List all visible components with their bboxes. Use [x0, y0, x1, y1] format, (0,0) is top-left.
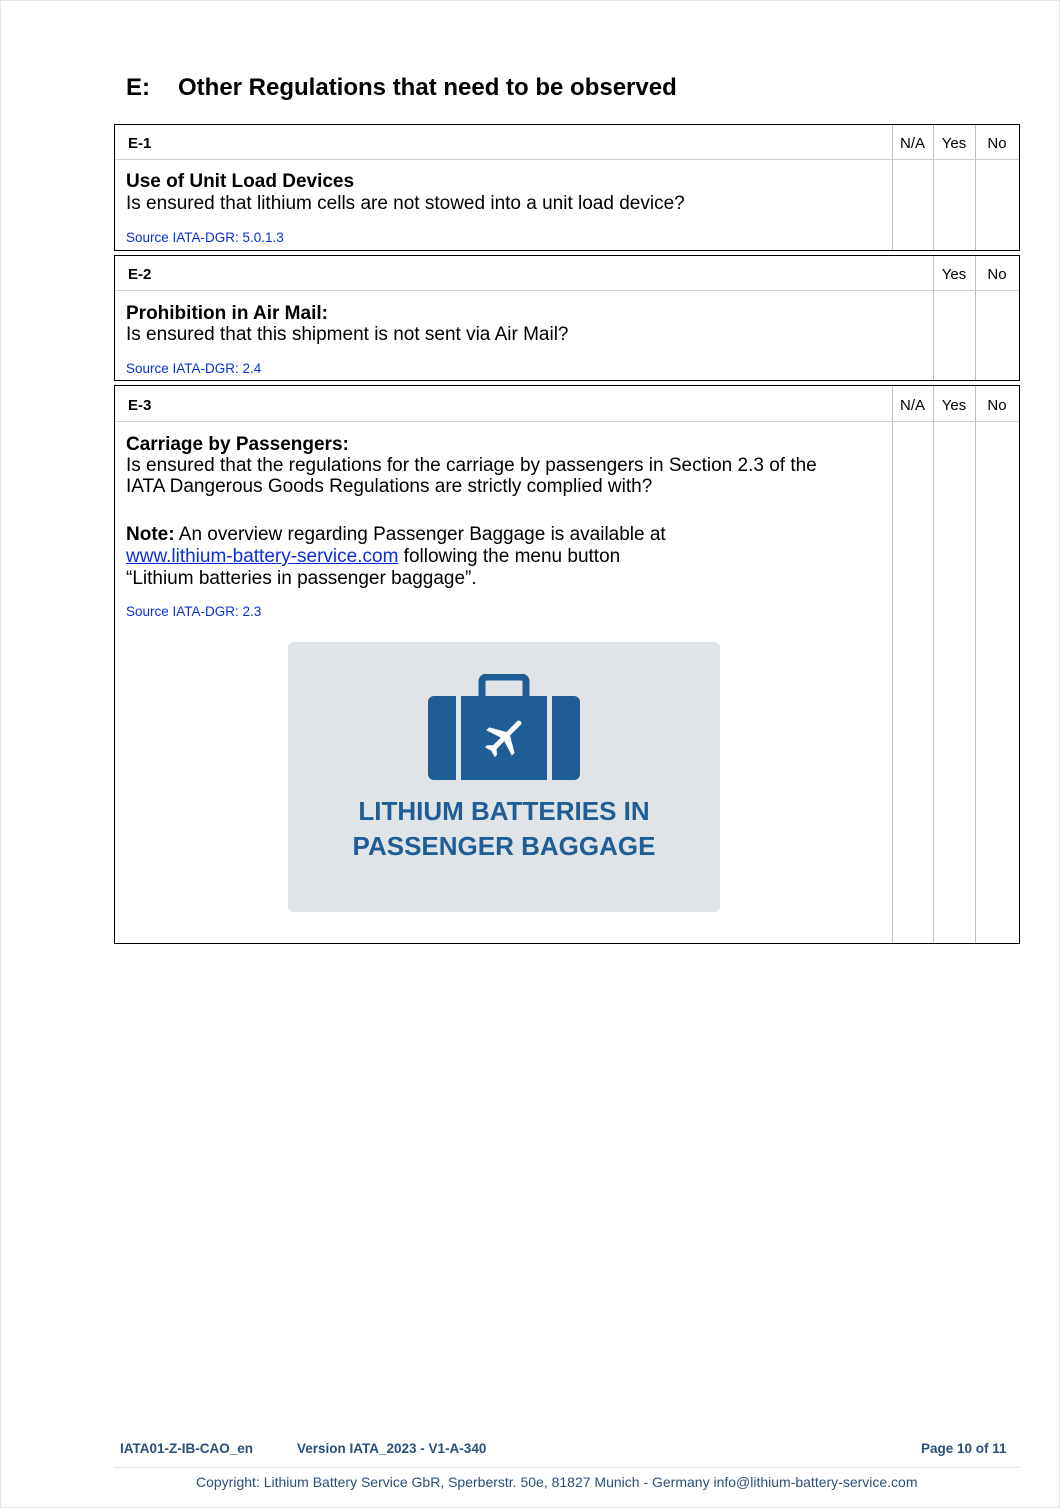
note-line-3: “Lithium batteries in passenger baggage”.: [126, 568, 477, 589]
question-e3: [114, 385, 1020, 944]
website-link[interactable]: www.lithium-battery-service.com: [126, 546, 399, 567]
row-divider: [115, 159, 1019, 160]
note-text: following the menu button: [398, 546, 621, 567]
note-text: An overview regarding Passenger Baggage is available at: [174, 524, 666, 545]
question-text: Is ensured that this shipment is not sent via Air Mail?: [126, 324, 569, 345]
section-title-text: Other Regulations that need to be observed: [178, 74, 677, 101]
copyright-notice: Copyright: Lithium Battery Service GbR, Sperberstr. 50e, 81827 Munich - Germany info@lithium-battery-service.com: [196, 1474, 918, 1490]
passenger-baggage-banner[interactable]: [288, 642, 720, 912]
row-divider: [115, 290, 1019, 291]
question-e2: [114, 255, 1020, 381]
column-yes[interactable]: Yes: [941, 135, 967, 152]
column-no[interactable]: No: [987, 266, 1007, 283]
note-label: Note:: [126, 524, 175, 545]
question-id: E-3: [128, 397, 152, 414]
question-title: Use of Unit Load Devices: [126, 171, 355, 192]
question-text-line-2: IATA Dangerous Goods Regulations are strictly complied with?: [126, 476, 653, 497]
question-id: E-1: [128, 135, 152, 152]
section-letter: E:: [126, 74, 150, 101]
column-yes[interactable]: Yes: [941, 266, 967, 283]
banner-title-line-1: LITHIUM BATTERIES IN: [358, 796, 650, 826]
column-no[interactable]: No: [987, 135, 1007, 152]
section-title: [126, 74, 677, 102]
column-divider: [975, 386, 976, 943]
source-reference: Source IATA-DGR: 5.0.1.3: [126, 230, 284, 245]
column-yes[interactable]: Yes: [941, 397, 967, 414]
banner-title-line-2: PASSENGER BAGGAGE: [352, 831, 656, 861]
question-title: Prohibition in Air Mail:: [126, 303, 328, 324]
question-title: Carriage by Passengers:: [126, 434, 349, 455]
note-line-2: [126, 546, 620, 568]
footer-divider: [114, 1467, 1020, 1468]
column-na[interactable]: N/A: [899, 397, 925, 414]
page-number: Page 10 of 11: [921, 1441, 1007, 1456]
source-reference: Source IATA-DGR: 2.3: [126, 604, 262, 619]
version-label: Version IATA_2023 - V1-A-340: [297, 1441, 487, 1456]
question-text-line-1: Is ensured that the regulations for the carriage by passengers in Section 2.3 of the: [126, 455, 817, 476]
row-divider: [115, 421, 1019, 422]
document-id: IATA01-Z-IB-CAO_en: [120, 1441, 254, 1456]
column-divider: [892, 386, 893, 943]
suitcase-airplane-icon: [428, 674, 580, 782]
question-id: E-2: [128, 266, 152, 283]
column-no[interactable]: No: [987, 397, 1007, 414]
question-text: Is ensured that lithium cells are not stowed into a unit load device?: [126, 193, 685, 214]
note-line-1: [126, 524, 666, 546]
source-reference: Source IATA-DGR: 2.4: [126, 361, 262, 376]
question-e1: [114, 124, 1020, 251]
column-divider: [933, 386, 934, 943]
column-na[interactable]: N/A: [899, 135, 925, 152]
